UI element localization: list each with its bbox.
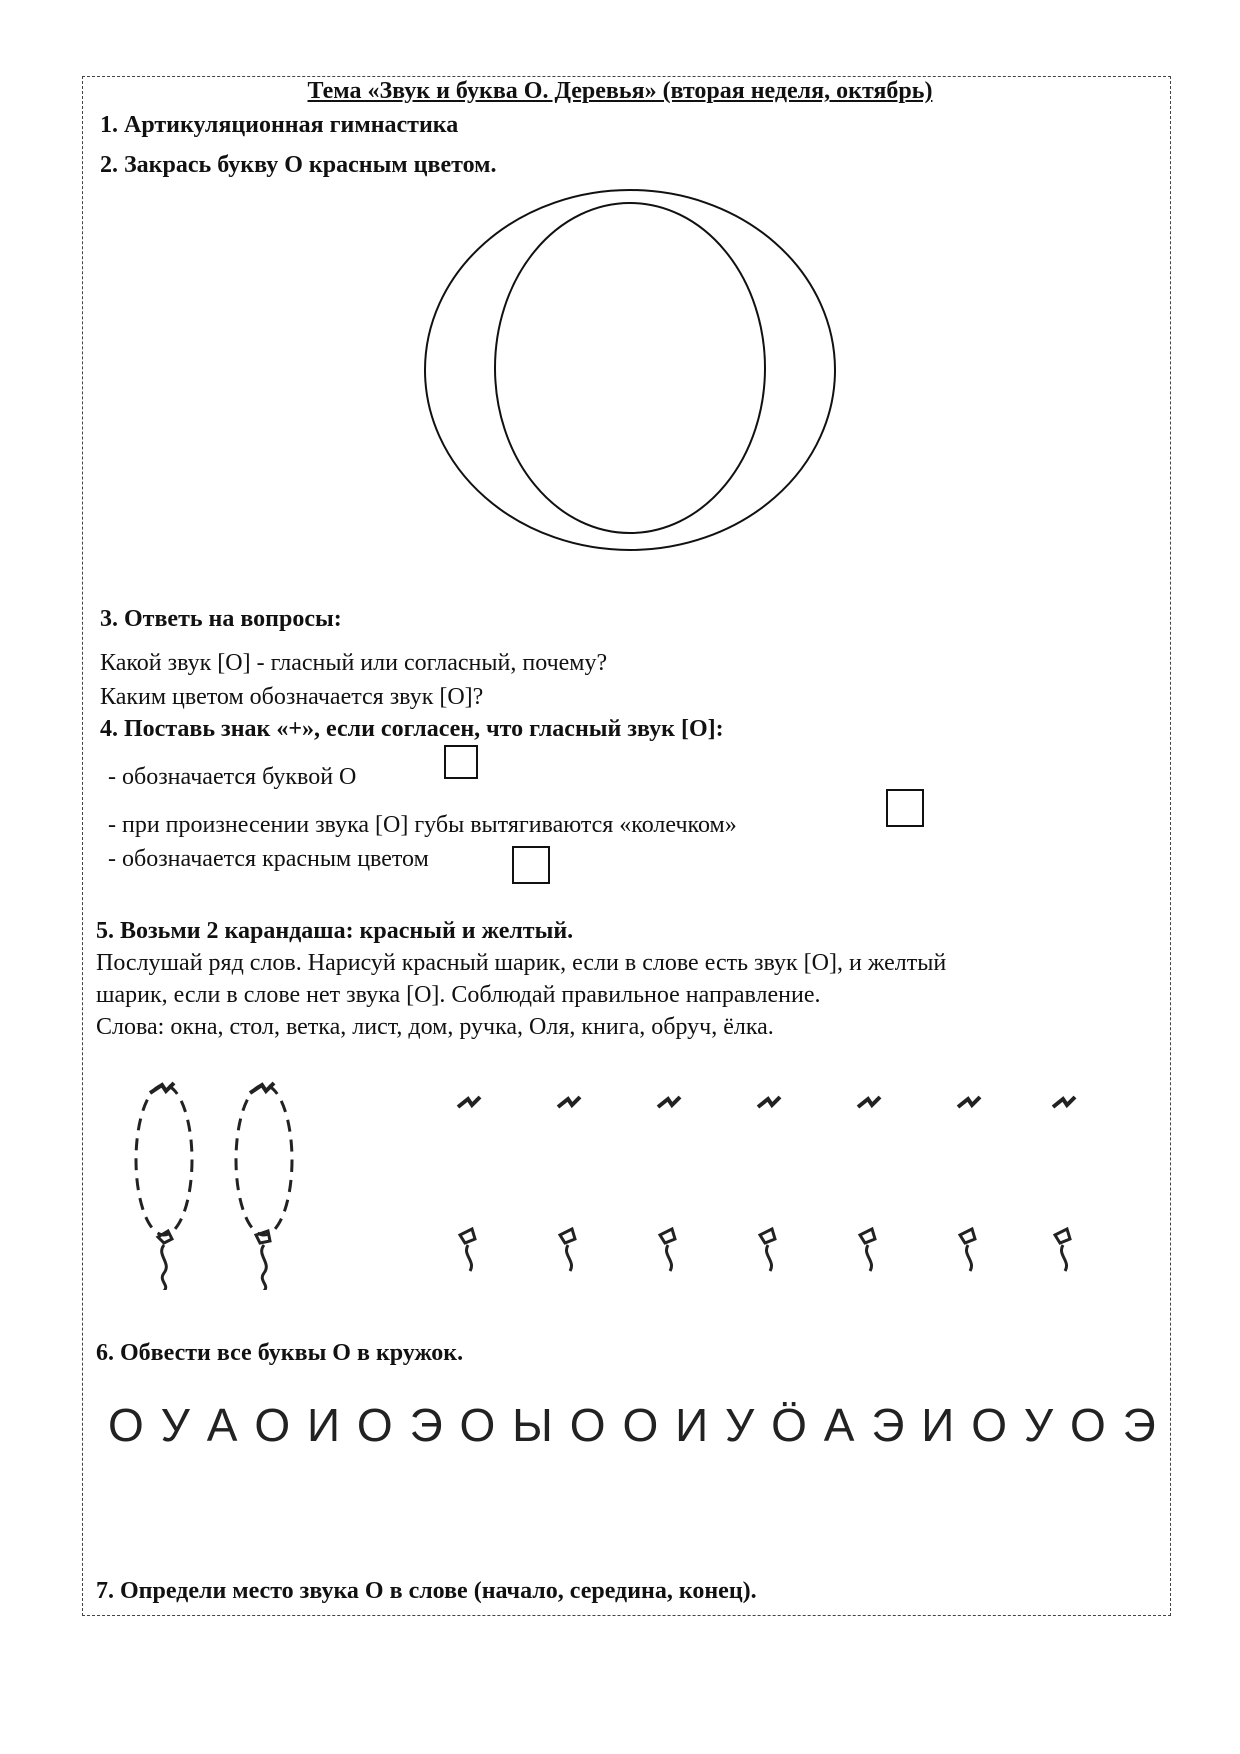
letter[interactable]: У [725,1399,755,1451]
letter[interactable]: А [823,1399,855,1451]
task3-heading: 3. Ответь на вопросы: [100,606,342,632]
balloon-empty [658,1097,680,1271]
letter[interactable]: И [306,1399,341,1451]
letter[interactable]: У [1023,1399,1054,1451]
letter[interactable]: Э [1122,1399,1156,1451]
letter[interactable]: О [569,1399,606,1451]
balloon-empty [858,1097,880,1271]
letter[interactable]: О [971,1399,1008,1451]
task3-question: Какой звук [О] - гласный или согласный, почему? [100,650,608,676]
letter[interactable]: И [921,1399,955,1451]
letter[interactable]: Ы [512,1399,553,1451]
letter[interactable]: О [1070,1399,1106,1451]
letter[interactable]: О [459,1399,496,1451]
letter-o-outline[interactable] [420,185,840,555]
letter-row [108,1398,1156,1452]
task4-item: - обозначается красным цветом [108,846,429,872]
letter[interactable]: У [160,1399,190,1451]
task4-item: - при произнесении звука [О] губы вытягиваются «колечком» [108,812,737,838]
task5-line: Послушай ряд слов. Нарисуй красный шарик, если в слове есть звук [О], и желтый [96,950,947,976]
worksheet-title: Тема «Звук и буква О. Деревья» (вторая неделя, октябрь) [307,78,933,104]
balloon-empty [758,1097,780,1271]
letter[interactable]: Ӧ [771,1399,807,1451]
letter[interactable]: О [108,1399,144,1451]
task1-heading: 1. Артикуляционная гимнастика [100,112,459,138]
letter[interactable]: Э [409,1399,443,1451]
task5-line: шарик, если в слове нет звука [О]. Соблюдай правильное направление. [96,982,821,1008]
task3-question: Каким цветом обозначается звук [О]? [100,684,484,710]
task5-line: Слова: окна, стол, ветка, лист, дом, ручка, Оля, книга, обруч, ёлка. [96,1014,774,1040]
task4-checkbox[interactable] [512,846,550,884]
letter[interactable]: И [675,1399,709,1451]
task4-checkbox[interactable] [886,789,924,827]
task6-heading: 6. Обвести все буквы О в кружок. [96,1340,464,1366]
letter[interactable]: О [356,1399,393,1451]
task4-item: - обозначается буквой О [108,764,357,790]
balloon-empty [1053,1097,1075,1271]
balloon-traced-2 [236,1083,292,1290]
balloon-row[interactable] [110,1075,1140,1290]
task4-checkbox[interactable] [444,745,478,779]
balloon-empty [958,1097,980,1271]
task4-heading: 4. Поставь знак «+», если согласен, что гласный звук [О]: [100,716,724,742]
letter[interactable]: А [206,1399,238,1451]
letter[interactable]: О [622,1399,659,1451]
task2-heading: 2. Закрась букву О красным цветом. [100,152,497,178]
task7-heading: 7. Определи место звука О в слове (начало, середина, конец). [96,1578,757,1604]
balloon-empty [558,1097,580,1271]
letter[interactable]: О [254,1399,291,1451]
letter[interactable]: Э [871,1399,905,1451]
balloon-traced-1 [136,1083,192,1290]
task5-heading: 5. Возьми 2 карандаша: красный и желтый. [96,918,574,944]
balloon-empty [458,1097,480,1271]
